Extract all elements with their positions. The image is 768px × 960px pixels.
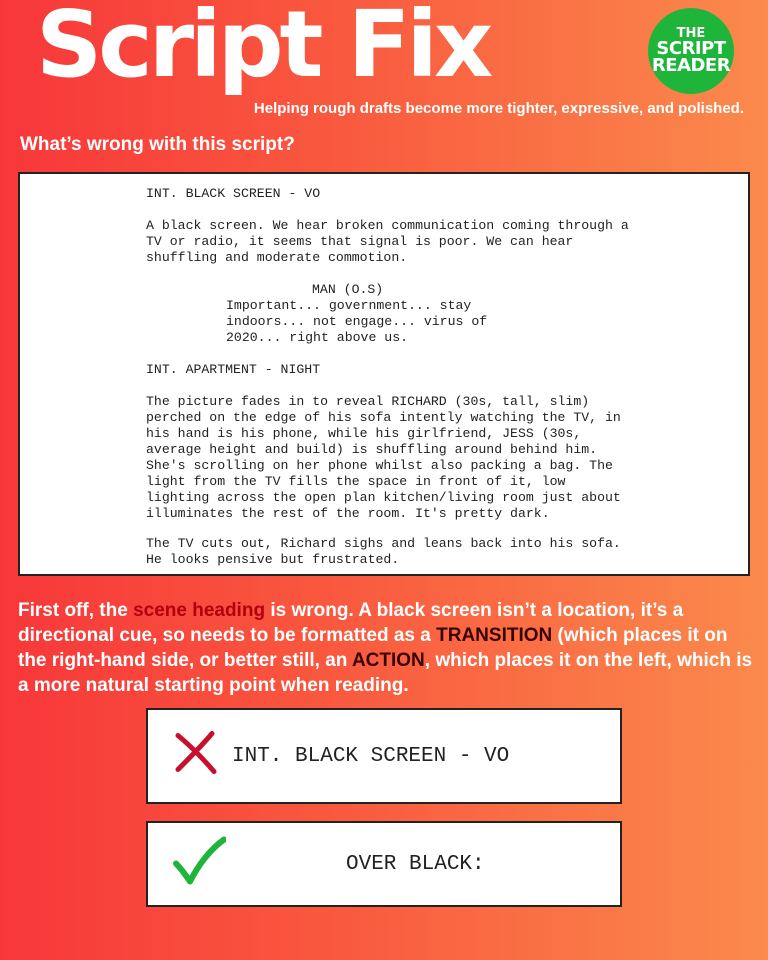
explanation-text: , which places it on the left, which is a more natural starting point when reading. xyxy=(18,650,753,696)
script-action-2: The picture fades in to reveal RICHARD (30s, tall, slim) perched on the edge of his sofa intently watching the TV, in his hand is his phone, while his girlfriend, JESS (30s, average height and build) is shuffling around behind him. She's scrolling on her phone whilst also packing a bag. The light from the TV fills the space in front of it, low lighting across the open plan kitchen/living room just about illuminates the rest of the room. It's pretty dark. xyxy=(146,394,621,521)
script-dialogue: Important... government... stay indoors... not engage... virus of 2020... right above us. xyxy=(226,298,488,345)
green-check-icon xyxy=(172,836,226,893)
explanation-paragraph xyxy=(18,598,754,698)
explanation-text: First off, the xyxy=(18,600,134,621)
script-action-3: The TV cuts out, Richard sighs and leans back into his sofa. He looks pensive but frustrated. xyxy=(146,536,621,567)
wrong-example-box xyxy=(146,708,622,804)
highlight-scene-heading: scene heading xyxy=(133,600,266,621)
highlight-action: ACTION xyxy=(351,650,425,671)
explanation-text: (which places it on the right-hand side, or better still, an xyxy=(18,625,728,671)
logo-line-2: SCRIPT xyxy=(656,38,726,60)
correct-example-text: OVER BLACK: xyxy=(346,852,485,876)
highlight-transition: TRANSITION xyxy=(436,625,553,646)
page-title: Script Fix xyxy=(36,0,490,98)
script-excerpt xyxy=(18,172,750,576)
script-character-name: MAN (O.S) xyxy=(312,282,384,297)
correct-example-box xyxy=(146,821,622,907)
question-heading: What’s wrong with this script? xyxy=(20,134,295,155)
script-scene-heading-2: INT. APARTMENT - NIGHT xyxy=(146,362,321,377)
logo-line-3: READER xyxy=(651,55,731,77)
script-reader-logo xyxy=(648,8,734,94)
red-cross-icon xyxy=(172,730,218,783)
logo-line-1: THE xyxy=(676,25,706,41)
script-action-1: A black screen. We hear broken communication coming through a TV or radio, it seems that signal is poor. We can hear shuffling and moderate commotion. xyxy=(146,218,629,265)
page-subtitle: Helping rough drafts become more tighter, expressive, and polished. xyxy=(253,100,744,117)
explanation-text: is wrong. A black screen isn’t a location, it’s a directional cue, so needs to be formatted as a xyxy=(18,600,684,646)
wrong-example-text: INT. BLACK SCREEN - VO xyxy=(232,744,510,768)
script-scene-heading-1: INT. BLACK SCREEN - VO xyxy=(146,186,321,201)
